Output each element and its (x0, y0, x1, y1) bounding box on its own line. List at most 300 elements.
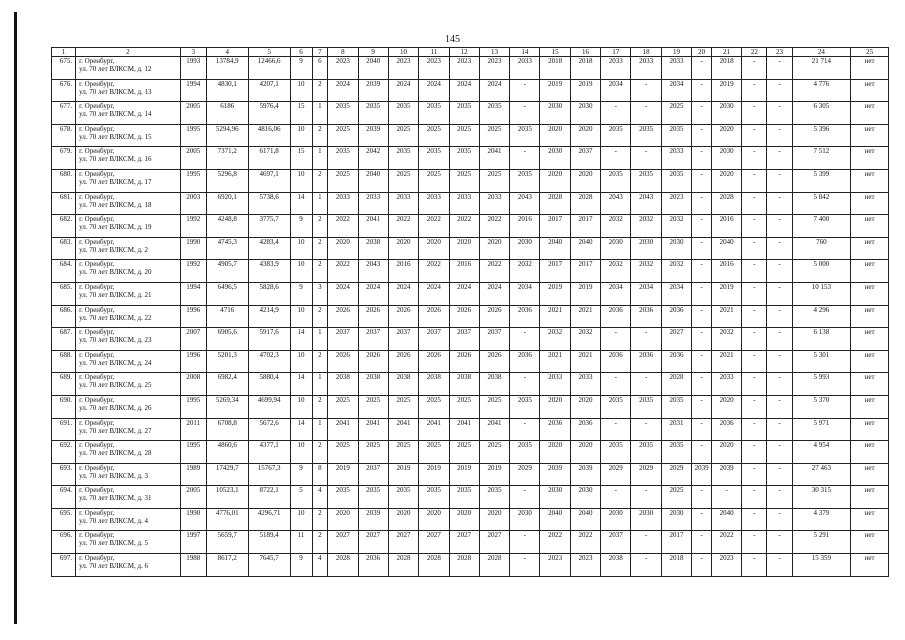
data-cell: 2036 (712, 418, 742, 441)
data-cell: 2039 (358, 79, 388, 102)
column-header: 21 (712, 48, 742, 57)
data-cell: 30 315 (792, 486, 851, 509)
data-cell: 10 (290, 260, 312, 283)
data-cell: 2033 (631, 57, 661, 80)
binding-edge-bar (14, 12, 17, 624)
data-cell: 2030 (570, 486, 600, 509)
data-cell: 7371,2 (206, 147, 248, 170)
data-cell: 2023 (540, 554, 570, 577)
data-cell: 2023 (479, 57, 509, 80)
data-cell: 2025 (328, 169, 358, 192)
address-cell (76, 441, 181, 464)
data-cell: 2041 (328, 418, 358, 441)
data-cell: 2035 (419, 147, 449, 170)
data-cell: 2028 (712, 192, 742, 215)
column-header: 15 (540, 48, 570, 57)
data-cell: 2033 (358, 192, 388, 215)
data-cell: 2 (312, 508, 328, 531)
data-cell: 2 (312, 305, 328, 328)
address-street: ул. 70 лет ВЛКСМ, д. 2 (79, 245, 149, 254)
data-cell: 2029 (631, 463, 661, 486)
data-cell: 1990 (180, 508, 206, 531)
column-header: 9 (358, 48, 388, 57)
data-cell: 1996 (180, 305, 206, 328)
data-cell: 4383,9 (248, 260, 290, 283)
column-header: 19 (661, 48, 691, 57)
data-cell: 2041 (479, 147, 509, 170)
data-cell: 2017 (570, 260, 600, 283)
data-cell: - (692, 441, 712, 464)
data-cell: 5 399 (792, 169, 851, 192)
column-header: 18 (631, 48, 661, 57)
data-cell: 2035 (661, 169, 691, 192)
data-cell: 2017 (661, 531, 691, 554)
data-cell: 2032 (540, 328, 570, 351)
data-cell: - (742, 282, 767, 305)
address-city: г. Оренбург, (79, 373, 115, 382)
data-cell: - (692, 328, 712, 351)
data-cell: 4860,6 (206, 441, 248, 464)
address-city: г. Оренбург, (79, 147, 115, 156)
data-cell: 6905,6 (206, 328, 248, 351)
data-cell: 2020 (570, 124, 600, 147)
data-cell: - (631, 147, 661, 170)
data-cell: 27 463 (792, 463, 851, 486)
data-cell: - (767, 237, 792, 260)
row-number-cell: 687. (52, 328, 76, 351)
data-cell: нет (851, 418, 889, 441)
data-cell: - (631, 486, 661, 509)
data-cell: 2027 (449, 531, 479, 554)
data-cell: 2029 (661, 463, 691, 486)
column-header: 8 (328, 48, 358, 57)
address-city: г. Оренбург, (79, 328, 115, 337)
data-cell: 2027 (419, 531, 449, 554)
data-cell: 17429,7 (206, 463, 248, 486)
data-cell: 2035 (388, 102, 418, 125)
data-cell: 2041 (419, 418, 449, 441)
data-cell: 2020 (328, 508, 358, 531)
data-cell: - (742, 260, 767, 283)
data-cell: 2038 (328, 373, 358, 396)
data-cell: - (692, 192, 712, 215)
data-cell: 8617,2 (206, 554, 248, 577)
data-cell: 2040 (570, 508, 600, 531)
row-number-cell: 683. (52, 237, 76, 260)
data-cell: 10 (290, 395, 312, 418)
row-number-cell: 685. (52, 282, 76, 305)
row-number-cell: 684. (52, 260, 76, 283)
address-city: г. Оренбург, (79, 486, 115, 495)
data-cell: 2021 (540, 305, 570, 328)
data-cell: - (767, 531, 792, 554)
data-cell: 4830,1 (206, 79, 248, 102)
data-cell: - (742, 531, 767, 554)
data-cell: 4 776 (792, 79, 851, 102)
data-cell: 2041 (449, 418, 479, 441)
data-cell: 2030 (712, 147, 742, 170)
address-city: г. Оренбург, (79, 350, 115, 359)
data-cell: 2020 (479, 508, 509, 531)
data-cell: 2007 (180, 328, 206, 351)
table-row (52, 395, 889, 418)
data-cell: - (510, 531, 540, 554)
column-header: 16 (570, 48, 600, 57)
data-cell: - (767, 169, 792, 192)
data-cell: - (692, 124, 712, 147)
data-cell: - (742, 102, 767, 125)
data-cell: 2034 (631, 282, 661, 305)
data-cell: 2026 (419, 305, 449, 328)
data-cell: 2020 (388, 508, 418, 531)
data-cell: - (601, 373, 631, 396)
data-cell: 2043 (631, 192, 661, 215)
data-cell: 2021 (570, 305, 600, 328)
address-street: ул. 70 лет ВЛКСМ, д. 21 (79, 290, 152, 299)
data-cell: 9 (290, 215, 312, 238)
data-cell: 2040 (712, 508, 742, 531)
data-cell: 2026 (328, 305, 358, 328)
column-header: 2 (76, 48, 181, 57)
data-cell: 2041 (479, 418, 509, 441)
data-cell: 2 (312, 531, 328, 554)
data-cell: 2018 (661, 554, 691, 577)
data-cell: нет (851, 102, 889, 125)
data-cell: - (692, 395, 712, 418)
data-cell: - (742, 79, 767, 102)
data-cell: 2022 (712, 531, 742, 554)
data-cell: 2025 (419, 169, 449, 192)
data-cell: 2037 (388, 328, 418, 351)
address-city: г. Оренбург, (79, 441, 115, 450)
data-cell: 2020 (570, 395, 600, 418)
address-street: ул. 70 лет ВЛКСМ, д. 15 (79, 132, 152, 141)
data-cell: 1 (312, 147, 328, 170)
data-cell: - (767, 463, 792, 486)
data-cell: 6496,5 (206, 282, 248, 305)
data-cell: 9 (290, 463, 312, 486)
data-cell: 2026 (358, 305, 388, 328)
data-cell: 6171,8 (248, 147, 290, 170)
data-cell: 2026 (358, 350, 388, 373)
data-cell: 2033 (712, 373, 742, 396)
data-cell: 2022 (479, 215, 509, 238)
row-number-cell: 690. (52, 395, 76, 418)
data-cell: 2026 (449, 350, 479, 373)
data-cell: - (631, 328, 661, 351)
data-cell: 5828,6 (248, 282, 290, 305)
page-number: 145 (445, 34, 460, 45)
column-header: 24 (792, 48, 851, 57)
row-number-cell: 696. (52, 531, 76, 554)
data-cell: 2036 (631, 350, 661, 373)
data-cell: - (692, 260, 712, 283)
data-cell: 5296,8 (206, 169, 248, 192)
address-cell (76, 463, 181, 486)
data-cell: 2036 (540, 418, 570, 441)
data-cell: 10 (290, 441, 312, 464)
data-cell: - (510, 373, 540, 396)
data-cell: 10 (290, 79, 312, 102)
address-street: ул. 70 лет ВЛКСМ, д. 28 (79, 449, 152, 458)
address-city: г. Оренбург, (79, 215, 115, 224)
data-cell: 2016 (388, 260, 418, 283)
address-city: г. Оренбург, (79, 237, 115, 246)
data-cell: 2027 (328, 531, 358, 554)
column-header: 5 (248, 48, 290, 57)
address-street: ул. 70 лет ВЛКСМ, д. 13 (79, 87, 152, 96)
data-cell: - (742, 305, 767, 328)
address-street: ул. 70 лет ВЛКСМ, д. 24 (79, 358, 152, 367)
data-cell: 2035 (631, 124, 661, 147)
data-cell: нет (851, 215, 889, 238)
data-cell: 2025 (388, 124, 418, 147)
data-cell: 2025 (479, 395, 509, 418)
data-cell: 2019 (419, 463, 449, 486)
data-cell: - (742, 192, 767, 215)
data-cell: 6982,4 (206, 373, 248, 396)
data-cell: 2025 (449, 441, 479, 464)
data-cell: 2030 (661, 237, 691, 260)
data-cell: 2030 (601, 237, 631, 260)
data-cell: 1990 (180, 237, 206, 260)
address-street: ул. 70 лет ВЛКСМ, д. 4 (79, 516, 149, 525)
data-cell: нет (851, 260, 889, 283)
table-row (52, 508, 889, 531)
data-cell: 2041 (358, 215, 388, 238)
data-cell: 5738,6 (248, 192, 290, 215)
data-cell: 2037 (419, 328, 449, 351)
data-cell: 2023 (661, 192, 691, 215)
data-cell: 2019 (540, 282, 570, 305)
data-cell: 2016 (712, 215, 742, 238)
table-row (52, 531, 889, 554)
data-cell: - (742, 463, 767, 486)
data-cell: 13784,9 (206, 57, 248, 80)
data-cell: 2024 (328, 282, 358, 305)
data-cell: - (767, 305, 792, 328)
data-cell: 2022 (540, 531, 570, 554)
table-row (52, 102, 889, 125)
data-cell: 2039 (570, 463, 600, 486)
data-cell: 4 379 (792, 508, 851, 531)
address-cell (76, 124, 181, 147)
data-cell: 2034 (601, 79, 631, 102)
data-cell: 2019 (388, 463, 418, 486)
data-cell: 2035 (661, 441, 691, 464)
data-cell: 2036 (601, 350, 631, 373)
data-cell: 2032 (631, 260, 661, 283)
data-cell: - (631, 554, 661, 577)
row-number-cell: 676. (52, 79, 76, 102)
column-header: 10 (388, 48, 418, 57)
data-cell: - (631, 373, 661, 396)
table-row (52, 124, 889, 147)
data-cell: 2033 (570, 373, 600, 396)
data-cell: 9 (290, 554, 312, 577)
data-cell: 2032 (631, 215, 661, 238)
data-cell: 2019 (449, 463, 479, 486)
address-cell (76, 260, 181, 283)
data-cell: 5 842 (792, 192, 851, 215)
data-cell: - (742, 57, 767, 80)
data-cell: 2039 (712, 463, 742, 486)
housing-register-table (51, 47, 889, 577)
table-row (52, 237, 889, 260)
data-cell: - (510, 486, 540, 509)
data-cell: 14 (290, 328, 312, 351)
data-cell: нет (851, 373, 889, 396)
data-cell: - (742, 395, 767, 418)
data-cell: 760 (792, 237, 851, 260)
address-city: г. Оренбург, (79, 102, 115, 111)
data-cell: 2037 (570, 147, 600, 170)
data-cell: 2020 (712, 124, 742, 147)
data-cell: 2034 (661, 282, 691, 305)
data-cell: - (742, 418, 767, 441)
data-cell: 9 (290, 57, 312, 80)
row-number-cell: 694. (52, 486, 76, 509)
data-cell: 14 (290, 373, 312, 396)
data-cell: 2035 (449, 102, 479, 125)
address-city: г. Оренбург, (79, 508, 115, 517)
data-cell: - (631, 418, 661, 441)
data-cell: 2 (312, 395, 328, 418)
data-cell: 14 (290, 418, 312, 441)
data-cell: - (692, 79, 712, 102)
data-cell: 2035 (328, 486, 358, 509)
data-cell: 1989 (180, 463, 206, 486)
data-cell: 4 296 (792, 305, 851, 328)
data-cell: 2028 (570, 192, 600, 215)
data-cell: 2022 (479, 260, 509, 283)
table-row (52, 260, 889, 283)
data-cell: 2025 (328, 124, 358, 147)
data-cell: 2016 (712, 260, 742, 283)
data-cell: 2041 (358, 418, 388, 441)
row-number-cell: 679. (52, 147, 76, 170)
address-city: г. Оренбург, (79, 260, 115, 269)
data-cell: 2025 (388, 169, 418, 192)
data-cell: 2033 (328, 192, 358, 215)
data-cell: - (692, 373, 712, 396)
data-cell: 2020 (419, 508, 449, 531)
data-cell: 1 (312, 102, 328, 125)
data-cell: 2032 (510, 260, 540, 283)
data-cell: - (742, 373, 767, 396)
data-cell: 2026 (388, 350, 418, 373)
data-cell: 6708,8 (206, 418, 248, 441)
data-cell: 2035 (661, 395, 691, 418)
table-row (52, 282, 889, 305)
data-cell: 2016 (449, 260, 479, 283)
data-cell: 2038 (479, 373, 509, 396)
data-cell: 2032 (661, 215, 691, 238)
data-cell: 2036 (601, 305, 631, 328)
data-cell: 2038 (601, 554, 631, 577)
data-cell: 2033 (661, 147, 691, 170)
data-cell: 5659,7 (206, 531, 248, 554)
data-cell: 2035 (510, 124, 540, 147)
data-cell: 2025 (358, 395, 388, 418)
address-cell (76, 531, 181, 554)
table-body (52, 57, 889, 577)
data-cell: 15767,3 (248, 463, 290, 486)
data-cell: 2022 (328, 215, 358, 238)
data-cell: 12466,6 (248, 57, 290, 80)
table-row (52, 192, 889, 215)
data-cell: 2043 (510, 192, 540, 215)
data-cell: - (692, 282, 712, 305)
data-cell: 2024 (479, 282, 509, 305)
data-cell: - (767, 418, 792, 441)
data-cell: - (631, 102, 661, 125)
data-cell: 2024 (358, 282, 388, 305)
data-cell: 4699,94 (248, 395, 290, 418)
address-cell (76, 237, 181, 260)
data-cell: 2035 (631, 395, 661, 418)
data-cell: 6 (312, 57, 328, 80)
data-cell: 2035 (328, 102, 358, 125)
address-cell (76, 395, 181, 418)
data-cell: 2022 (570, 531, 600, 554)
data-cell: - (742, 237, 767, 260)
data-cell: 4697,1 (248, 169, 290, 192)
data-cell: 2031 (661, 418, 691, 441)
data-cell: 2019 (540, 79, 570, 102)
data-cell: 4 954 (792, 441, 851, 464)
data-cell: 2018 (540, 57, 570, 80)
data-cell: 2033 (510, 57, 540, 80)
data-cell: 2 (312, 441, 328, 464)
data-cell: нет (851, 328, 889, 351)
data-cell: 2036 (631, 305, 661, 328)
data-cell: 5 301 (792, 350, 851, 373)
address-cell (76, 508, 181, 531)
data-cell: 2024 (388, 282, 418, 305)
data-cell: 2039 (540, 463, 570, 486)
address-street: ул. 70 лет ВЛКСМ, д. 20 (79, 268, 152, 277)
data-cell: - (692, 57, 712, 80)
data-cell: 2037 (601, 531, 631, 554)
data-cell: 2032 (570, 328, 600, 351)
data-cell: 4776,01 (206, 508, 248, 531)
row-number-cell: 692. (52, 441, 76, 464)
data-cell: 2030 (570, 102, 600, 125)
data-cell: - (631, 79, 661, 102)
data-cell: нет (851, 282, 889, 305)
data-cell: 2019 (328, 463, 358, 486)
data-cell: 2039 (358, 124, 388, 147)
column-header: 22 (742, 48, 767, 57)
data-cell: 2037 (449, 328, 479, 351)
data-cell: 2023 (570, 554, 600, 577)
column-header: 7 (312, 48, 328, 57)
table-row (52, 169, 889, 192)
data-cell: 10 (290, 508, 312, 531)
table-row (52, 350, 889, 373)
address-street: ул. 70 лет ВЛКСМ, д. 26 (79, 403, 152, 412)
data-cell: 2035 (388, 147, 418, 170)
data-cell: - (692, 237, 712, 260)
data-cell: 4207,1 (248, 79, 290, 102)
data-cell: 1995 (180, 169, 206, 192)
data-cell: - (742, 508, 767, 531)
data-cell: 2024 (479, 79, 509, 102)
table-row (52, 463, 889, 486)
row-number-cell: 695. (52, 508, 76, 531)
data-cell: нет (851, 554, 889, 577)
